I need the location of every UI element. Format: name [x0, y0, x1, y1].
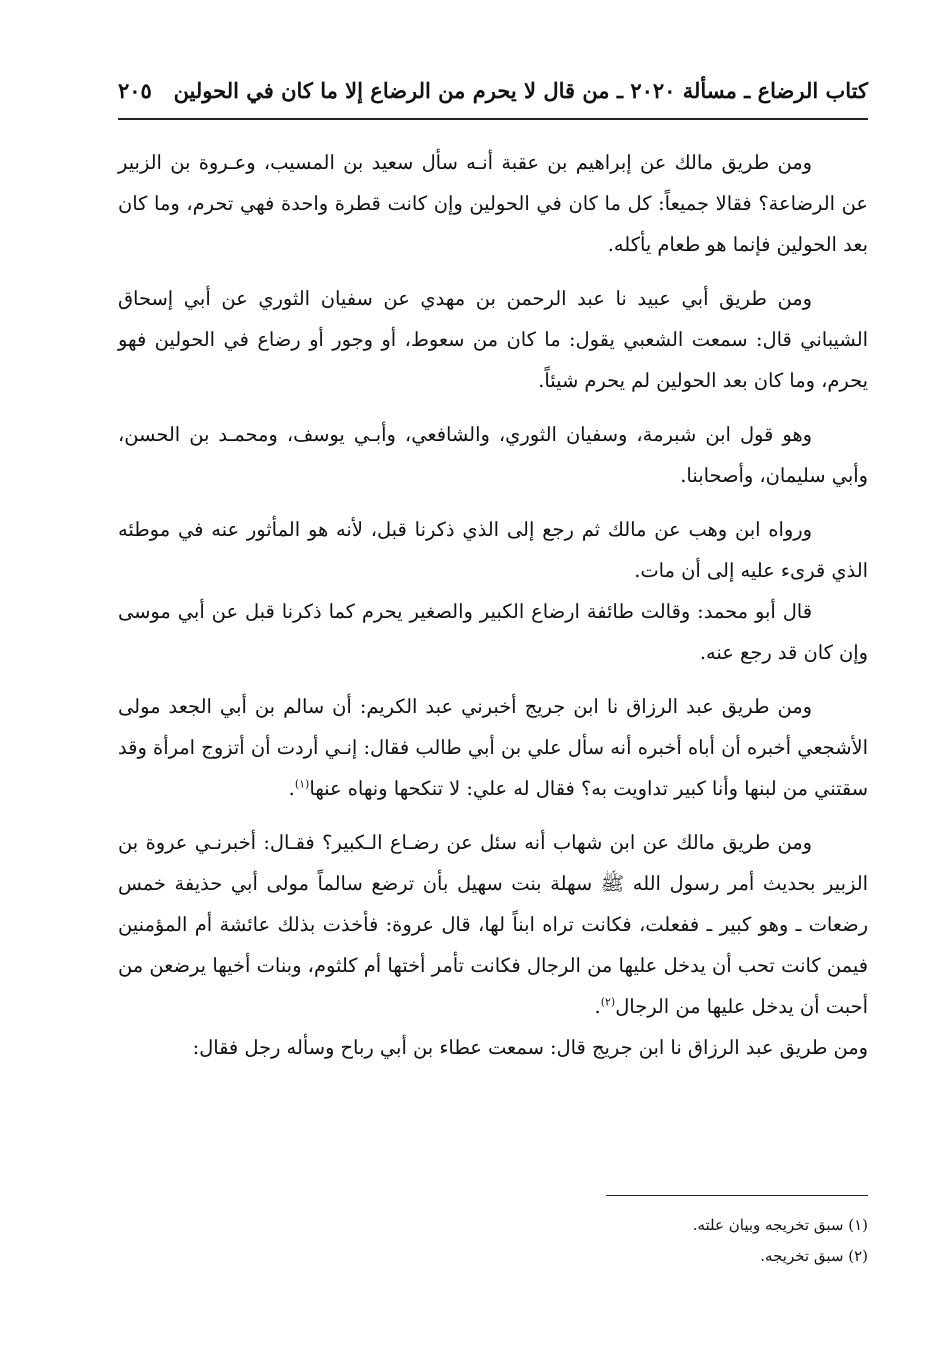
paragraph-text: ومن طريق أبي عبيد نا عبد الرحمن بن مهدي عن سفيان الثوري عن أبي إسحاق الشيباني قال: سمعت الشعبي يقول: ما كان من سعوط، أو وجور أو رضاع في الحولين فهو يحرم، وما كان بعد الحولين لم يحرم شيئاً. [118, 287, 868, 392]
footnote-marker[interactable]: (٢) [600, 995, 616, 1009]
footnote: (٢) سبق تخريجه. [760, 1247, 868, 1265]
main-text [118, 142, 868, 1068]
footnote: (١) سبق تخريجه وبيان علته. [692, 1216, 868, 1234]
paragraph [118, 591, 868, 673]
period: . [594, 995, 601, 1018]
footnote-marker[interactable]: (١) [294, 777, 310, 791]
period: . [288, 777, 295, 800]
header-title: كتاب الرضاع ـ مسألة ٢٠٢٠ ـ من قال لا يحرم من الرضاع إلا ما كان في الحولين [173, 78, 868, 103]
paragraph-text: ومن طريق عبد الرزاق نا ابن جريج أخبرني عبد الكريم: أن سالم بن أبي الجعد مولى الأشجعي أخبره أن أباه أخبره أنه سأل علي بن أبي طالب فقال: إنـي أردت أن أتزوج امرأة وقد سقتني من لبنها وأنا كبير تداويت به؟ فقال له علي: لا تنكحها ونهاه عنها [118, 695, 868, 800]
paragraph-text: قال أبو محمد: وقالت طائفة ارضاع الكبير والصغير يحرم كما ذكرنا قبل عن أبي موسى وإن كان قد رجع عنه. [118, 600, 868, 664]
paragraph [118, 1027, 868, 1068]
paragraph-text: ومن طريق عبد الرزاق نا ابن جريج قال: سمعت عطاء بن أبي رباح وسأله رجل فقال: [192, 1036, 868, 1059]
document-page [118, 78, 868, 1265]
paragraph [118, 142, 868, 265]
footnotes [118, 1210, 868, 1272]
paragraph-text: وهو قول ابن شبرمة، وسفيان الثوري، والشافعي، وأبـي يوسف، ومحمـد بن الحسن، وأبي سليمان، وأصحابنا. [118, 423, 868, 487]
paragraph [118, 686, 868, 809]
running-header [118, 78, 868, 120]
paragraph-text: ورواه ابن وهب عن مالك ثم رجع إلى الذي ذكرنا قبل، لأنه هو المأثور عنه في موطئه الذي قرىء عليه إلى أن مات. [118, 518, 868, 582]
paragraph [118, 509, 868, 591]
paragraph-text: ومن طريق مالك عن إبراهيم بن عقبة أنـه سأل سعيد بن المسيب، وعـروة بن الزبير عن الرضاعة؟ فقالا جميعاً: كل ما كان في الحولين وإن كانت قطرة واحدة فهي تحرم، وما كان بعد الحولين فإنما هو طعام يأكله. [118, 151, 868, 256]
paragraph-text: ومن طريق مالك عن ابن شهاب أنه سئل عن رضـاع الـكبير؟ فقـال: أخبرنـي عروة بن الزبير بحديث أمر رسول الله ﷺ سهلة بنت سهيل بأن ترضع سالماً مولى أبي حذيفة خمس رضعات ـ وهو كبير ـ ففعلت، فكانت تراه ابناً لها، قال عروة: فأخذت بذلك عائشة أم المؤمنين فيمن كانت تحب أن يدخل عليها من الرجال فكانت تأمر أختها أم كلثوم، وبنات أخيها يرضعن من أحبت أن يدخل عليها من الرجال [118, 831, 868, 1018]
paragraph [118, 822, 868, 1027]
paragraph [118, 414, 868, 496]
paragraph [118, 278, 868, 401]
footnote-divider [606, 1195, 868, 1196]
page-number: ٢٠٥ [118, 78, 152, 103]
